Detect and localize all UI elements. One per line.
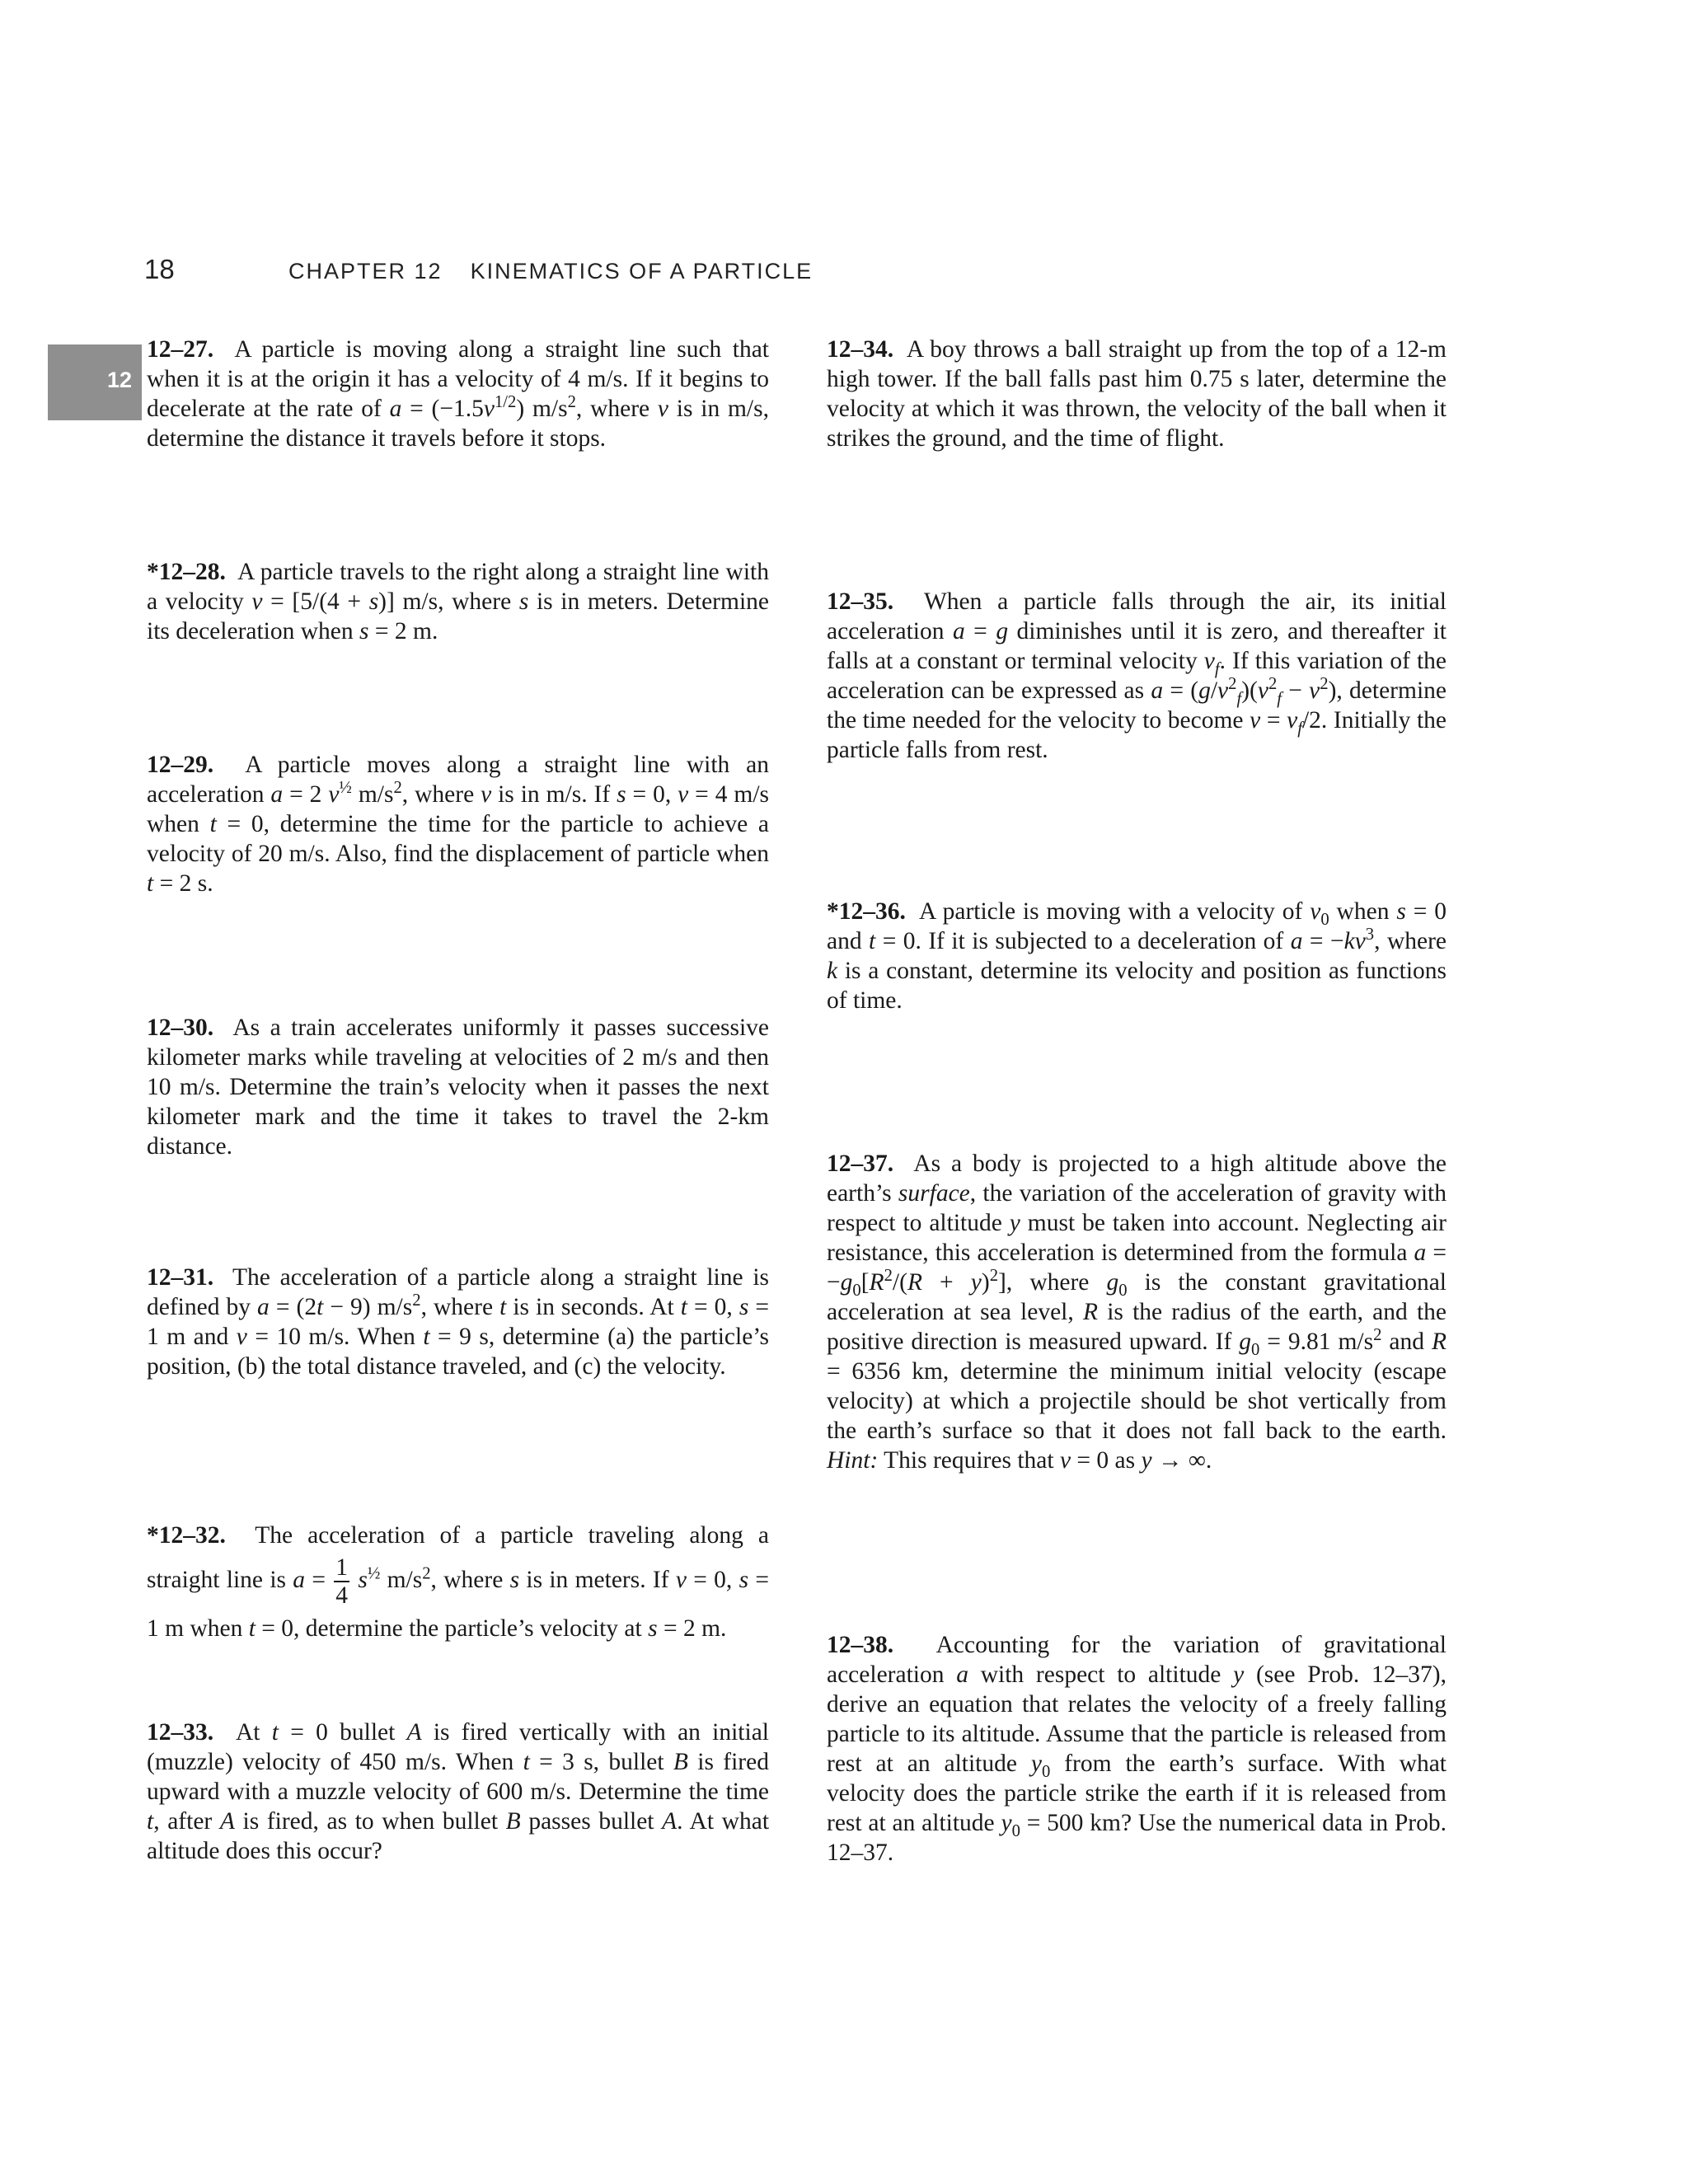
problem-12-34: 12–34. A boy throws a ball straight up from the top of a 12-m high tower. If the ball falls past him 0.75 s later, determine the velocity at which it was thrown, the velocity of the ball when it strikes the ground, and the time of flight. <box>827 336 1447 452</box>
problem-number: 12–34. <box>827 336 894 363</box>
problem-number: *12–28. <box>147 559 226 585</box>
problem-12-29: 12–29. A particle moves along a straight line with an acceleration a = 2 $v^{\frac{1}{2}}$ $m/s^2$, where v is in m/s. If s = 0, v = 4 m/s when t = 0, determine the time for the particle to achieve a velocity of 20 m/s. Also, find the displacement of particle when t = 2 s. <box>147 752 770 897</box>
problem-12-36: *12–36. A particle is moving with a velocity of $v_0$ when s = 0 and t = 0. If it is subjected to a deceleration of $a = -kv^3$, where k is a constant, determine its velocity and position as functions of time. <box>827 898 1447 1014</box>
problem-12-37: 12–37. As a body is projected to a high altitude above the earth’s surface, the variation of the acceleration of gravity with respect to altitude y must be taken into account. Neglecting air resistance, this acceleration is determined from the formula $a = -g_0[R^2/(R + y)^2]$, where $g_0$ is the constant gravitational acceleration at sea level, R is the radius of the earth, and the positive direction is measured upward. If $g_0 = 9.81$ $m/s^2$ and R = 6356 km, determine the minimum initial velocity (escape velocity) at which a projectile should be shot vertically from the earth’s surface so that it does not fall back to the earth. Hint: This requires that v = 0 as y → ∞. <box>827 1151 1447 1474</box>
page-number: 18 <box>144 254 175 284</box>
problem-12-38: 12–38. Accounting for the variation of gravitational acceleration a with respect to altitude y (see Prob. 12–37), derive an equation that relates the velocity of a freely falling particle to its altitude. Assume that the particle is released from rest at an altitude $y_0$ from the earth’s surface. With what velocity does the particle strike the earth if it is released from rest at an altitude $y_0 = 500$ km? Use the numerical data in Prob. 12–37. <box>827 1632 1447 1866</box>
problem-12-35: 12–35. When a particle falls through the air, its initial acceleration a = g diminishes until it is zero, and thereafter it falls at a constant or terminal velocity $v_f$. If this variation of the acceleration can be expressed as $a = (g/v^2_f)(v^2_f - v^2)$, determine the time needed for the velocity to become $v = v_f/2$. Initially the particle falls from rest. <box>827 588 1447 763</box>
problem-12-28: *12–28. A particle travels to the right along a straight line with a velocity v = [5/(4 + s)] m/s, where s is in meters. Determine its deceleration when s = 2 m. <box>147 559 769 644</box>
chapter-title: KINEMATICS OF A PARTICLE <box>470 259 814 284</box>
problem-number: *12–32. <box>147 1522 226 1549</box>
problem-number: 12–35. <box>827 588 894 615</box>
problem-number: *12–36. <box>827 898 906 925</box>
problem-number: 12–37. <box>827 1151 894 1177</box>
problem-number: 12–31. <box>147 1264 214 1291</box>
problem-12-32: *12–32. The acceleration of a particle traveling along a straight line is a = $\frac{1}{4}$ $s^{\frac{1}{2}}$ $m/s^2$, where s is in meters. If v = 0, s = 1 m when t = 0, determine the particle’s velocity at s = 2 m. <box>147 1522 770 1642</box>
problem-number: 12–30. <box>147 1015 214 1041</box>
fraction-one-quarter: $\frac{1}{4}$ <box>335 1554 349 1610</box>
problem-number: 12–38. <box>827 1632 894 1658</box>
running-head <box>288 259 813 284</box>
problem-12-27: 12–27. A particle is moving along a straight line such that when it is at the origin it has a velocity of 4 m/s. If it begins to decelerate at the rate of $a = (-1.5v^{1/2})$ $m/s^2$, where v is in m/s, determine the distance it travels before it stops. <box>147 336 769 452</box>
chapter-tab: 12 <box>48 344 142 420</box>
chapter-label: CHAPTER 12 <box>288 259 443 284</box>
problem-number: 12–33. <box>147 1719 214 1746</box>
problem-number: 12–29. <box>147 752 214 778</box>
problem-12-31: 12–31. The acceleration of a particle along a straight line is defined by a = (2t − 9) $m/s^2$, where t is in seconds. At t = 0, s = 1 m and v = 10 m/s. When t = 9 s, determine (a) the particle’s position, (b) the total distance traveled, and (c) the velocity. <box>147 1264 769 1380</box>
problem-12-30: 12–30. As a train accelerates uniformly it passes successive kilometer marks while traveling at velocities of 2 m/s and then 10 m/s. Determine the train’s velocity when it passes the next kilometer mark and the time it takes to travel the 2-km distance. <box>147 1015 769 1160</box>
problem-12-33: 12–33. At t = 0 bullet A is fired vertically with an initial (muzzle) velocity of 450 m/s. When t = 3 s, bullet B is fired upward with a muzzle velocity of 600 m/s. Determine the time t, after A is fired, as to when bullet B passes bullet A. At what altitude does this occur? <box>147 1719 770 1864</box>
problem-number: 12–27. <box>147 336 214 363</box>
